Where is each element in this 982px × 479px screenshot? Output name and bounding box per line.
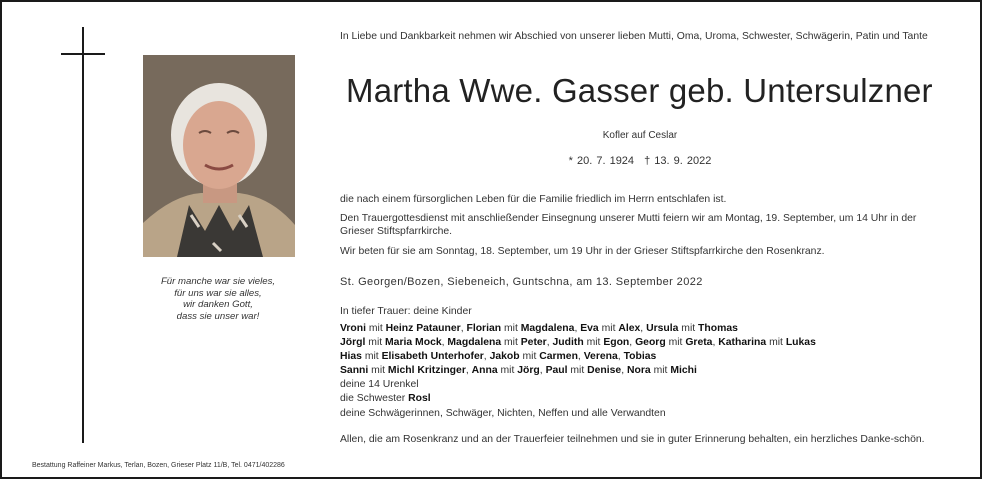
family-connector: mit <box>519 351 540 363</box>
family-name: Paul <box>545 365 568 377</box>
family-connector: , <box>629 337 636 349</box>
family-connector: mit <box>678 323 699 334</box>
family-name: Egon <box>603 337 630 349</box>
family-connector: , <box>483 351 490 363</box>
family-name: Thomas <box>698 323 738 334</box>
family-connector: mit <box>650 365 671 377</box>
family-name: Jörgl <box>340 337 366 349</box>
life-dates <box>340 155 940 167</box>
poem <box>130 276 306 322</box>
funeral-home-footer: Bestattung Raffeiner Markus, Terlan, Bozen, Grieser Platz 11/B, Tel. 0471/402286 <box>32 462 285 469</box>
family-name: Vroni <box>340 323 366 334</box>
family-name: Greta <box>685 337 713 349</box>
family-connector: , <box>460 323 467 334</box>
family-name: Katharina <box>718 337 767 349</box>
family-connector: , <box>621 365 627 377</box>
family-connector: mit <box>365 337 386 349</box>
family-connector: mit <box>497 365 518 377</box>
family-connector: , <box>465 365 472 377</box>
poem-line: Für manche war sie vieles, <box>160 276 276 287</box>
family-name: Elisabeth Unterhofer <box>381 351 484 363</box>
mourners-heading: In tiefer Trauer: deine Kinder <box>340 306 472 317</box>
cross-icon <box>82 27 84 443</box>
family-connector: mit <box>365 323 386 334</box>
family-connector: mit <box>501 323 521 334</box>
family-name: Michi <box>670 365 697 377</box>
family-name: Hias <box>340 351 362 363</box>
family-line <box>340 350 816 364</box>
family-line <box>340 378 816 392</box>
family-connector: mit <box>567 365 588 377</box>
farm-name: Kofler auf Ceslar <box>602 130 678 141</box>
family-line <box>340 392 816 406</box>
family-name: Denise <box>587 365 622 377</box>
family-connector: , <box>539 365 546 377</box>
family-connector: die Schwester <box>340 393 409 405</box>
family-name: Anna <box>471 365 498 377</box>
poem-line: wir danken Gott, <box>183 299 253 311</box>
family-name: Jakob <box>489 351 520 363</box>
birth-date: * 20. 7. 1924 <box>568 155 635 167</box>
place-date: St. Georgen/Bozen, Siebeneich, Guntschna, am 13. September 2022 <box>340 276 703 288</box>
family-name: Michl Kritzinger <box>387 365 466 377</box>
intro-text: In Liebe und Dankbarkeit nehmen wir Abschied von unserer lieben Mutti, Oma, Uroma, Schwester, Schwägerin, Patin und Tante <box>340 31 928 42</box>
family-connector: mit <box>766 337 786 349</box>
thanks-text: Allen, die am Rosenkranz und an der Trauerfeier teilnehmen und sie in guter Erinnerung behalten, ein herzliches Danke-schön. <box>340 434 925 445</box>
family-connector: , <box>712 337 719 349</box>
family-connector: , <box>441 337 448 349</box>
portrait-photo <box>143 55 295 257</box>
family-connector: mit <box>361 351 382 363</box>
family-connector: , <box>617 351 624 363</box>
family-name: Peter <box>520 337 547 349</box>
family-name: Ursula <box>646 323 679 334</box>
family-connector: mit <box>598 323 619 334</box>
family-connector: , <box>574 323 581 334</box>
family-line <box>340 364 816 378</box>
family-name: Lukas <box>785 337 816 349</box>
family-name: Jörg <box>517 365 540 377</box>
funeral-service-text: Den Trauergottesdienst mit anschließender Einsegnung unserer Mutti feiern wir am Montag, 19. September, um 14 Uhr in der Grieser Stiftspfarrkirche. <box>340 213 917 237</box>
family-list <box>340 322 816 421</box>
cross-bar <box>61 53 105 55</box>
family-connector: deine Schwägerinnen, Schwäger, Nichten, Neffen und alle Verwandten <box>340 407 666 419</box>
family-name: Rosl <box>408 393 431 405</box>
family-connector: mit <box>583 337 604 349</box>
family-name: Sanni <box>340 365 369 377</box>
family-name: Maria Mock <box>385 337 442 349</box>
deceased-name: Martha Wwe. Gasser geb. Untersulzner <box>346 72 933 109</box>
family-name: Judith <box>552 337 584 349</box>
family-name: Magdalena <box>520 323 575 334</box>
family-name: Carmen <box>539 351 578 363</box>
family-name: Alex <box>618 323 641 334</box>
family-connector: , <box>577 351 584 363</box>
family-name: Florian <box>466 323 502 334</box>
family-connector: mit <box>501 337 521 349</box>
family-connector: mit <box>665 337 686 349</box>
family-connector: , <box>640 323 647 334</box>
family-name: Heinz Patauner <box>385 323 461 334</box>
passing-text: die nach einem fürsorglichen Leben für die Familie friedlich im Herrn entschlafen ist. <box>340 194 727 205</box>
family-connector: , <box>546 337 553 349</box>
family-name: Verena <box>583 351 618 363</box>
rosary-text: Wir beten für sie am Sonntag, 18. September, um 19 Uhr in der Grieser Stiftspfarrkirche den Rosenkranz. <box>340 246 825 257</box>
family-name: Magdalena <box>447 337 502 349</box>
poem-line: für uns war sie alles, <box>174 287 262 299</box>
family-name: Nora <box>627 365 651 377</box>
family-name: Tobias <box>623 351 657 363</box>
family-name: Eva <box>580 323 599 334</box>
family-line <box>340 407 816 421</box>
family-line <box>340 336 816 350</box>
family-connector: mit <box>368 365 388 377</box>
family-connector: deine 14 Urenkel <box>340 379 419 391</box>
family-line <box>340 322 816 336</box>
death-date: † 13. 9. 2022 <box>644 155 712 167</box>
family-name: Georg <box>635 337 666 349</box>
poem-line: dass sie unser war! <box>176 310 260 322</box>
